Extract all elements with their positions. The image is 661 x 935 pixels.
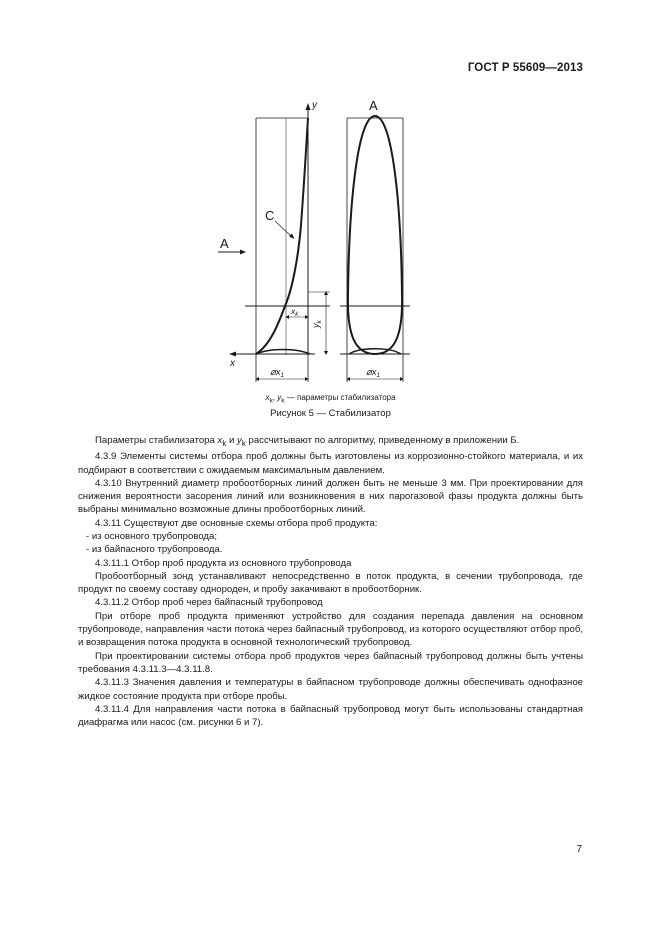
paragraph-bypass-design: При проектировании системы отбора проб продуктов через байпасный трубопровод должны быть учтены требования 4.3.11.3—4.3.11.8.: [78, 650, 583, 675]
paragraph-bypass-device: При отборе проб продукта применяют устройство для создания перепада давления на основном трубопроводе, направления части потока через байпасный трубопровод, из которого осуществляют отбор проб, и возвращения потока продукта в основной технологический трубопровод.: [78, 610, 583, 649]
stabilizer-figure: [0, 0, 661, 395]
paragraph-4-3-10: 4.3.10 Внутренний диаметр пробоотборных линий должен быть не меньше 3 мм. При проектировании для снижения вероятности засорения линий или возникновения в них парогазовой фазы продукта должны быть выбраны минимально возможные длины пробоотборных линий.: [78, 477, 583, 516]
left-view: [218, 103, 330, 382]
paragraph-4-3-11-4: 4.3.11.4 Для направления части потока в байпасный трубопровод могут быть использованы стандартная диафрагма или насос (см. рисунки 6 и 7).: [78, 703, 583, 729]
document-code: ГОСТ Р 55609—2013: [467, 62, 583, 74]
view-a-title: A: [369, 98, 378, 113]
curve-c-label: C: [265, 208, 275, 223]
paragraph-4-3-9: 4.3.9 Элементы системы отбора проб должны быть изготовлены из коррозионно-стойкого материала, и их подбирают в соответствии с ожидаемым максимальным давлением.: [78, 451, 583, 476]
body-text: [78, 434, 583, 729]
paragraph-params: Параметры стабилизатора $x_k$ и $y_k$ рассчитывают по алгоритму, приведенному в приложении Б.: [95, 435, 520, 448]
x-axis-label: x: [230, 358, 235, 369]
dx1-left-label: $⌀x_1$: [270, 367, 285, 379]
list-item: - из основного трубопровода;: [86, 530, 218, 542]
dx1-right-label: $⌀x_1$: [366, 367, 381, 379]
paragraph-4-3-11-2: 4.3.11.2 Отбор проб через байпасный трубопровод: [95, 597, 323, 609]
paragraph-4-3-11-3: 4.3.11.3 Значения давления и температуры в байпасном трубопроводе должны обеспечивать однофазное жидкое состояние продукта при отборе пробы.: [78, 677, 583, 702]
figure-caption: Рисунок 5 — Стабилизатор: [270, 408, 391, 419]
figure-legend: $x_k$, $y_k$ — параметры стабилизатора: [265, 393, 396, 405]
view-a-arrow-label: A: [220, 236, 229, 251]
right-view: [340, 116, 410, 382]
yk-label: $y_k$: [311, 320, 323, 328]
xk-label: $x_k$: [291, 306, 299, 318]
paragraph-probe: Пробоотборный зонд устанавливают непосредственно в поток продукта, в сечении трубопровода, где продукт по своему составу однороден, и пробу закачивают в пробоотборник.: [78, 570, 583, 596]
paragraph-4-3-11-1: 4.3.11.1 Отбор проб продукта из основного трубопровода: [95, 557, 352, 569]
paragraph-4-3-11: 4.3.11 Существуют две основные схемы отбора проб продукта:: [95, 517, 378, 529]
list-item: - из байпасного трубопровода.: [86, 544, 223, 556]
page-number: 7: [576, 844, 582, 855]
y-axis-label: y: [312, 100, 317, 111]
